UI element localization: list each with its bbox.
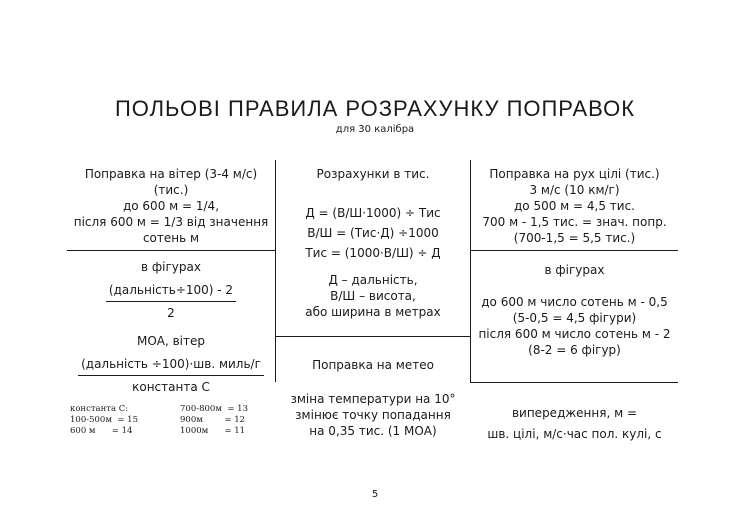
lead-formula: шв. цілі, м/с·час пол. кулі, с [487,427,662,441]
constant-entry: 600 м = 14 [70,426,133,436]
meteo-text [276,391,470,439]
movement-line: 3 м/с (10 км/г) [529,183,620,197]
fraction-denominator: 2 [167,306,175,320]
page-number: 5 [371,489,379,500]
figures-fraction [67,282,275,321]
meteo-line: зміна температури на 10° [290,392,456,406]
meteo-line: на 0,35 тис. (1 МОА) [309,424,437,438]
column-divider-left [275,160,276,382]
row-divider-left [67,250,275,251]
figures-rule-line: до 600 м число сотень м - 0,5 [481,295,668,309]
movement-line: (700-1,5 = 5,5 тис.) [513,231,636,245]
legend-line: Д – дальність, [328,273,418,287]
legend-line: В/Ш – висота, [330,289,416,303]
row-divider-right-top [470,250,678,251]
constant-entry: 1000м = 11 [180,426,246,436]
movement-line: 700 м - 1,5 тис. = знач. попр. [482,215,667,229]
figures-rule-line: (8-2 = 6 фігур) [528,343,621,357]
formula-legend [276,272,470,320]
meteo-line: змінює точку попадання [295,408,451,422]
moa-heading: МОА, вітер [136,334,206,348]
figures-rule-line: після 600 м число сотень м - 2 [478,327,671,341]
page-subtitle: для 30 калібра [335,124,415,135]
wind-line: після 600 м = 1/3 від значення [73,215,269,229]
meteo-heading: Поправка на метео [312,358,434,372]
constant-entry: константа С: [70,404,129,414]
fraction-denominator: константа С [132,380,210,394]
formula-line: Тис = (1000·В/Ш) ÷ Д [305,246,441,260]
formula-line: Д = (В/Ш·1000) ÷ Тис [305,206,441,220]
constant-entry: 900м = 12 [180,415,246,425]
fraction-numerator: (дальність ÷100)·шв. миль/г [78,356,264,376]
constant-table-col2 [180,404,248,437]
legend-line: або ширина в метрах [305,305,441,319]
figures-rules [471,294,678,358]
figures-heading-left: в фігурах [141,260,201,274]
fraction-numerator: (дальність÷100) - 2 [106,282,236,302]
movement-line: до 500 м = 4,5 тис. [513,199,635,213]
wind-correction-block [67,166,275,246]
wind-line: (тис.) [153,183,189,197]
target-movement-block [471,166,678,246]
mils-formulas [276,203,470,263]
mils-calculation-heading: Розрахунки в тис. [316,167,430,181]
page-title: ПОЛЬОВІ ПРАВИЛА РОЗРАХУНКУ ПОПРАВОК [114,96,636,121]
row-divider-middle [275,336,470,337]
constant-entry: 100-500м = 15 [70,415,138,425]
formula-line: В/Ш = (Тис·Д) ÷1000 [307,226,439,240]
constant-entry: 700-800м = 13 [180,404,248,414]
movement-line: Поправка на рух цілі (тис.) [489,167,660,181]
constant-table-col1 [70,404,138,437]
wind-line: сотень м [142,231,200,245]
row-divider-right-bottom [470,382,678,383]
moa-fraction [67,356,275,395]
figures-heading-right: в фігурах [544,263,605,277]
figures-rule-line: (5-0,5 = 4,5 фігури) [512,311,637,325]
wind-line: до 600 м = 1/4, [122,199,220,213]
lead-heading: випередження, м = [511,406,638,420]
wind-line: Поправка на вітер (3-4 м/с) [84,167,258,181]
